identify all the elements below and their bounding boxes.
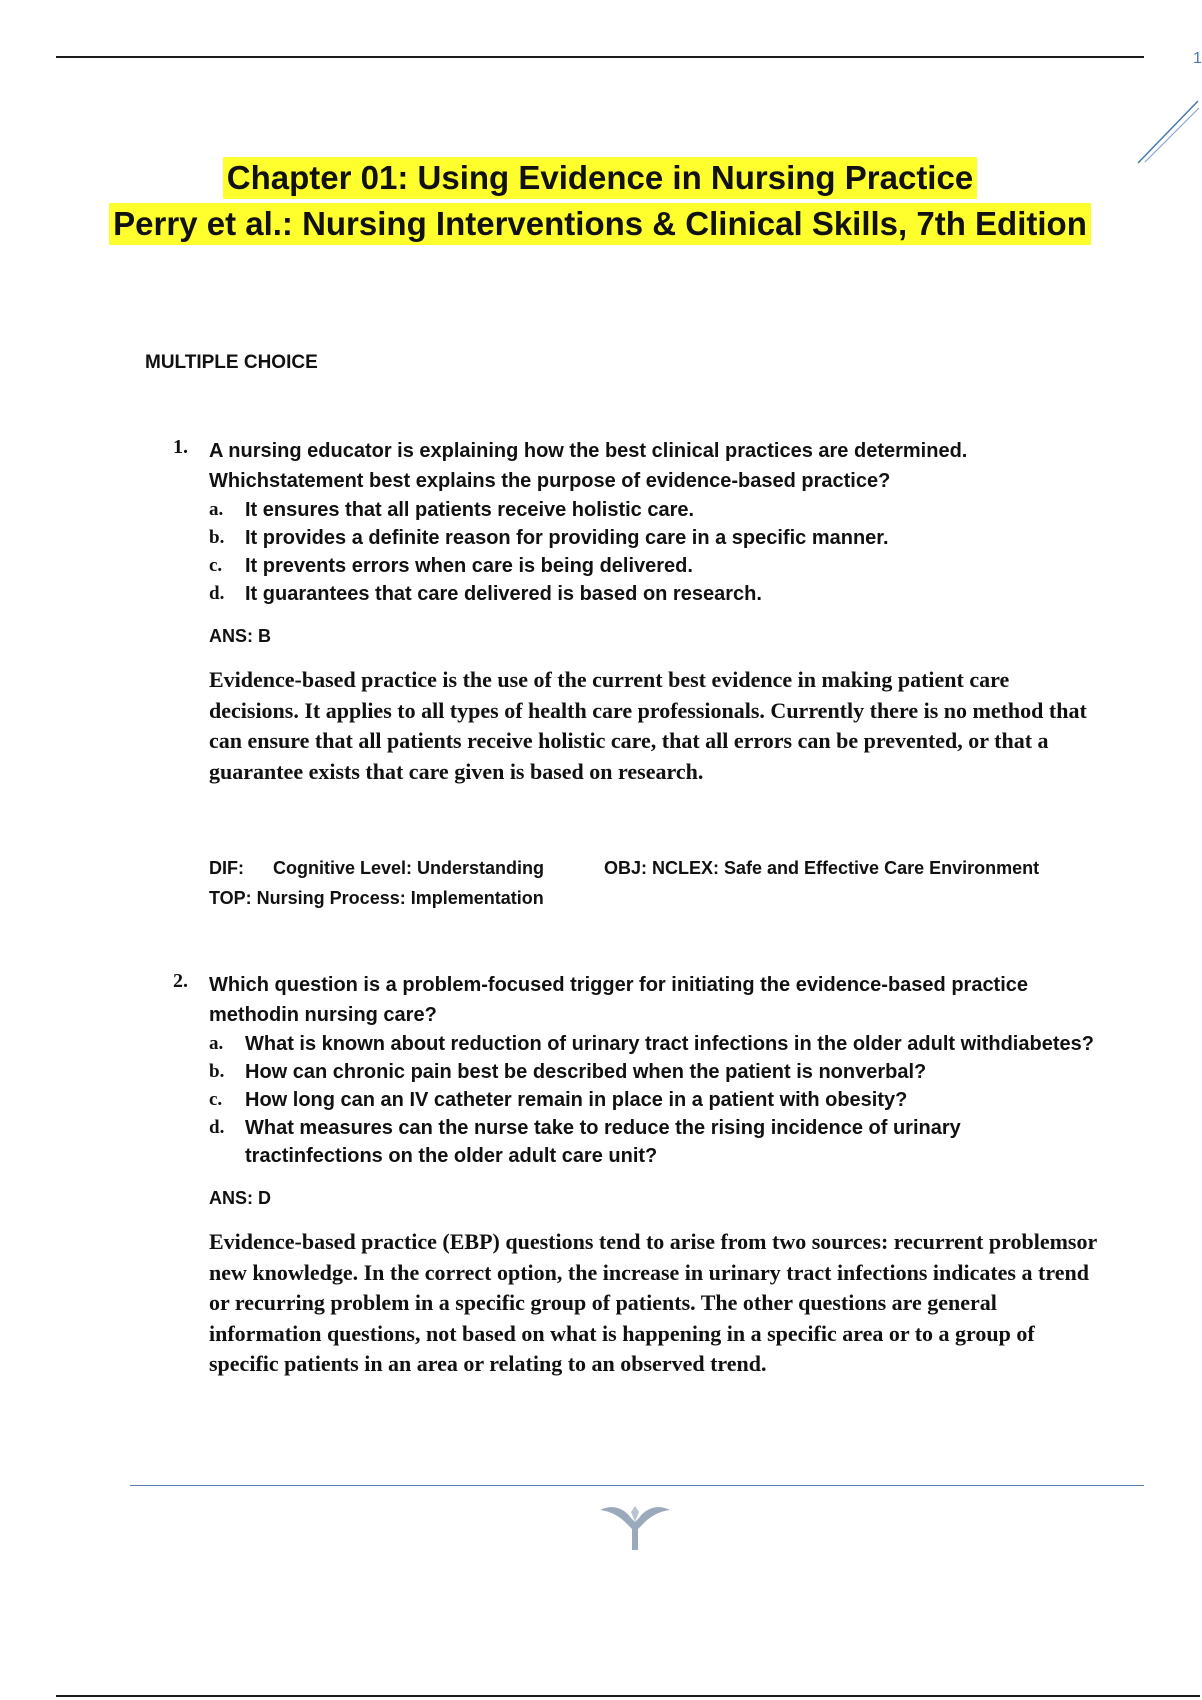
option-letter: c. (209, 555, 223, 576)
page-number: 1 (1193, 50, 1202, 67)
option-letter: a. (209, 1033, 224, 1054)
footer-rule (130, 1485, 1144, 1486)
answer-label: ANS: B (209, 626, 271, 646)
question-number: 2. (173, 970, 188, 992)
bottom-rule (56, 1695, 1200, 1697)
option-letter: d. (209, 1117, 225, 1138)
option-text: It prevents errors when care is being delivered. (245, 555, 693, 577)
question-number: 1. (173, 436, 188, 458)
option-letter: d. (209, 583, 225, 604)
dif-label: DIF: (209, 858, 244, 878)
question-metadata (209, 853, 1040, 913)
option-letter: b. (209, 1061, 225, 1082)
bird-logo-icon (598, 1502, 672, 1552)
option-letter: a. (209, 499, 224, 520)
book-title: Perry et al.: Nursing Interventions & Clinical Skills, 7th Edition (109, 203, 1091, 245)
option-text: What measures can the nurse take to reduce the rising incidence of urinary tractinfections on the older adult care unit? (245, 1117, 961, 1167)
option-letter: c. (209, 1089, 223, 1110)
title-block (0, 155, 1200, 247)
option-d (209, 1114, 1103, 1170)
rationale-text: Evidence-based practice is the use of the current best evidence in making patient care decisions. It applies to all types of health care professionals. Currently there is no method that can ensure that all patients receive holistic care, that all errors can be prevented, or that a guarantee exists that care given is based on research. (209, 667, 1087, 784)
question-1 (173, 436, 1103, 787)
meta-row-dif (209, 853, 1040, 883)
question-stem: Which question is a problem-focused trigger for initiating the evidence-based practice methodin nursing care? (209, 974, 1029, 1026)
rationale-text: Evidence-based practice (EBP) questions tend to arise from two sources: recurrent problemsor new knowledge. In the correct option, the increase in urinary tract infections indicates a trend or recurring problem in a specific group of patients. The other questions are general information questions, not based on what is happening in a specific area or to a group of specific patients in an area or relating to an observed trend. (209, 1229, 1097, 1376)
question-stem: A nursing educator is explaining how the best clinical practices are determined. Whichstatement best explains the purpose of evidence-based practice? (209, 440, 968, 492)
dif-value: Cognitive Level: Understanding (273, 858, 545, 878)
option-b (209, 1058, 1103, 1086)
option-d (209, 580, 1103, 608)
option-text: How can chronic pain best be described when the patient is nonverbal? (245, 1061, 927, 1083)
option-a (209, 496, 1103, 524)
option-text: It ensures that all patients receive holistic care. (245, 499, 695, 521)
answer-label: ANS: D (209, 1188, 271, 1208)
top-value: TOP: Nursing Process: Implementation (209, 888, 544, 908)
option-b (209, 524, 1103, 552)
option-letter: b. (209, 527, 225, 548)
option-text: It guarantees that care delivered is based on research. (245, 583, 762, 605)
top-rule (56, 56, 1144, 58)
option-text: It provides a definite reason for providing care in a specific manner. (245, 527, 889, 549)
option-text: What is known about reduction of urinary tract infections in the older adult withdiabetes? (245, 1033, 1094, 1055)
obj-value: OBJ: NCLEX: Safe and Effective Care Environment (604, 858, 1040, 878)
section-heading: MULTIPLE CHOICE (145, 352, 318, 373)
chapter-title: Chapter 01: Using Evidence in Nursing Practice (223, 157, 977, 199)
option-c (209, 552, 1103, 580)
question-2 (173, 970, 1103, 1380)
option-a (209, 1030, 1103, 1058)
meta-row-top (209, 883, 544, 913)
option-text: How long can an IV catheter remain in place in a patient with obesity? (245, 1089, 908, 1111)
option-c (209, 1086, 1103, 1114)
